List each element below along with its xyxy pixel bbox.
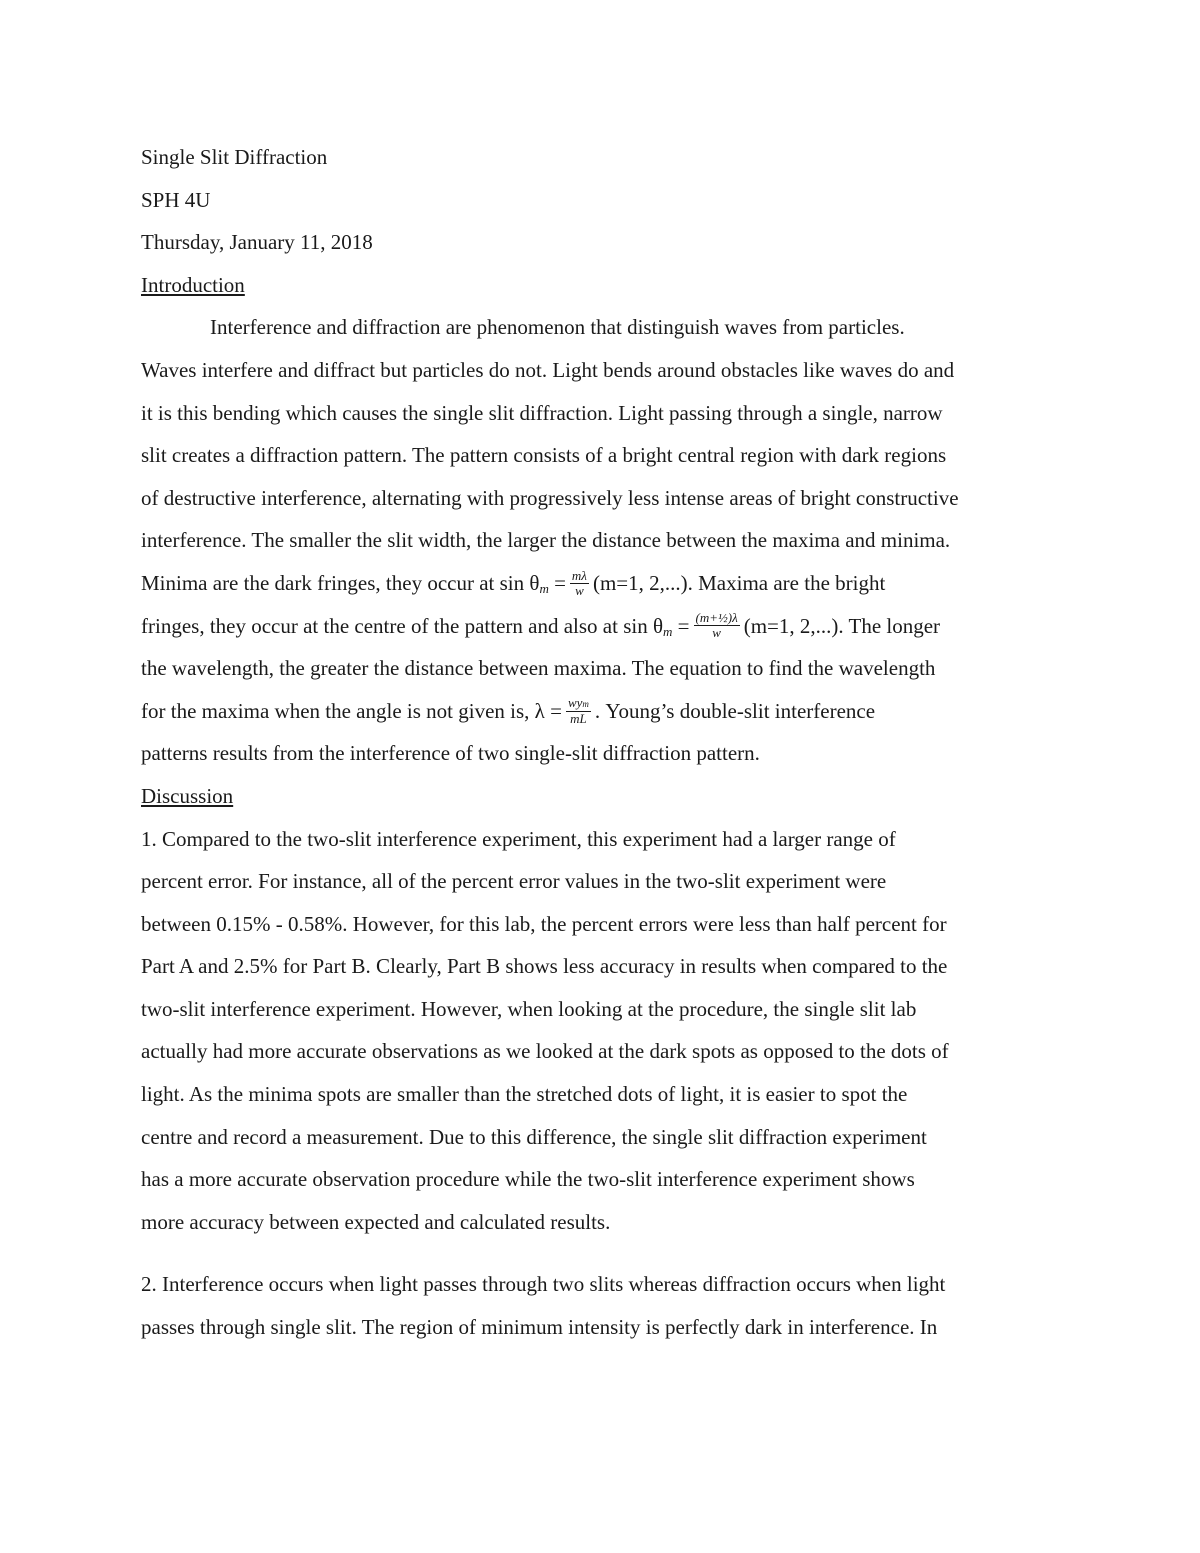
minima-fraction-numerator: mλ [571, 567, 587, 583]
maxima-subscript: m [663, 623, 673, 639]
discussion-line: light. As the minima spots are smaller than the stretched dots of light, it is easier to spot the [141, 1082, 908, 1107]
maxima-fraction-denominator: w [712, 625, 721, 641]
discussion-line: has a more accurate observation procedure while the two-slit interference experiment shows [141, 1167, 915, 1192]
minima-fraction [570, 569, 589, 598]
minima-text: Minima are the dark fringes, they occur at sin θ [141, 570, 540, 595]
maxima-fraction [694, 611, 740, 640]
intro-line: Waves interfere and diffract but particles do not. Light bends around obstacles like waves do and [141, 357, 955, 382]
intro-line: Interference and diffraction are phenomenon that distinguish waves from particles. [210, 315, 905, 340]
discussion-line: percent error. For instance, all of the percent error values in the two-slit experiment were [141, 869, 887, 894]
wavelength-numerator-text: wy [567, 694, 583, 710]
wavelength-equation-line [141, 690, 1061, 733]
maxima-fraction-numerator: (m+½)λ [695, 610, 738, 626]
intro-line: the wavelength, the greater the distance between maxima. The equation to find the wavelength [141, 656, 936, 681]
intro-line: slit creates a diffraction pattern. The pattern consists of a bright central region with dark regions [141, 443, 947, 468]
introduction-heading: Introduction [141, 272, 245, 297]
wavelength-text: for the maxima when the angle is not given is, [141, 698, 530, 723]
maxima-text: fringes, they occur at the centre of the pattern and also at sin θ [141, 613, 664, 638]
document-date: Thursday, January 11, 2018 [141, 230, 373, 255]
document-body [141, 136, 1061, 1349]
discussion-line: actually had more accurate observations as we looked at the dark spots as opposed to the dots of [141, 1039, 949, 1064]
intro-line: patterns results from the interference of two single-slit diffraction pattern. [141, 741, 760, 766]
intro-line: it is this bending which causes the single slit diffraction. Light passing through a single, narrow [141, 400, 943, 425]
maxima-equation-line [141, 605, 1061, 648]
discussion-line: Part A and 2.5% for Part B. Clearly, Part B shows less accuracy in results when compared to the [141, 954, 948, 979]
document-title: Single Slit Diffraction [141, 145, 328, 169]
discussion-line: more accuracy between expected and calculated results. [141, 1209, 611, 1234]
discussion-line: passes through single slit. The region of minimum intensity is perfectly dark in interference. In [141, 1315, 938, 1340]
paragraph-spacer [141, 1243, 1061, 1263]
wavelength-after-text: . Young’s double-slit interference [594, 698, 876, 723]
minima-equals: = [548, 570, 566, 595]
lambda-lhs: λ = [534, 698, 562, 723]
intro-line: of destructive interference, alternating with progressively less intense areas of bright constructive [141, 485, 959, 510]
discussion-line: 1. Compared to the two-slit interference experiment, this experiment had a larger range of [141, 826, 896, 851]
minima-equation-line [141, 562, 1061, 605]
wavelength-fraction [566, 696, 591, 726]
minima-subscript: m [539, 580, 549, 596]
discussion-line: 2. Interference occurs when light passes through two slits whereas diffraction occurs when light [141, 1272, 946, 1297]
discussion-line: centre and record a measurement. Due to this difference, the single slit diffraction experiment [141, 1124, 927, 1149]
discussion-heading: Discussion [141, 783, 234, 808]
wavelength-fraction-denominator: mL [570, 710, 587, 726]
discussion-line: two-slit interference experiment. However, when looking at the procedure, the single slit lab [141, 996, 917, 1021]
wavelength-fraction-numerator [566, 696, 591, 712]
minima-after-text: (m=1, 2,...). Maxima are the bright [592, 570, 886, 595]
maxima-equals: = [672, 613, 690, 638]
minima-fraction-denominator: w [575, 582, 584, 598]
wavelength-numerator-subscript: m [582, 698, 589, 709]
maxima-after-text: (m=1, 2,...). The longer [743, 613, 941, 638]
discussion-line: between 0.15% - 0.58%. However, for this lab, the percent errors were less than half percent for [141, 911, 947, 936]
intro-line: interference. The smaller the slit width, the larger the distance between the maxima and minima. [141, 528, 951, 553]
course-code: SPH 4U [141, 187, 211, 212]
